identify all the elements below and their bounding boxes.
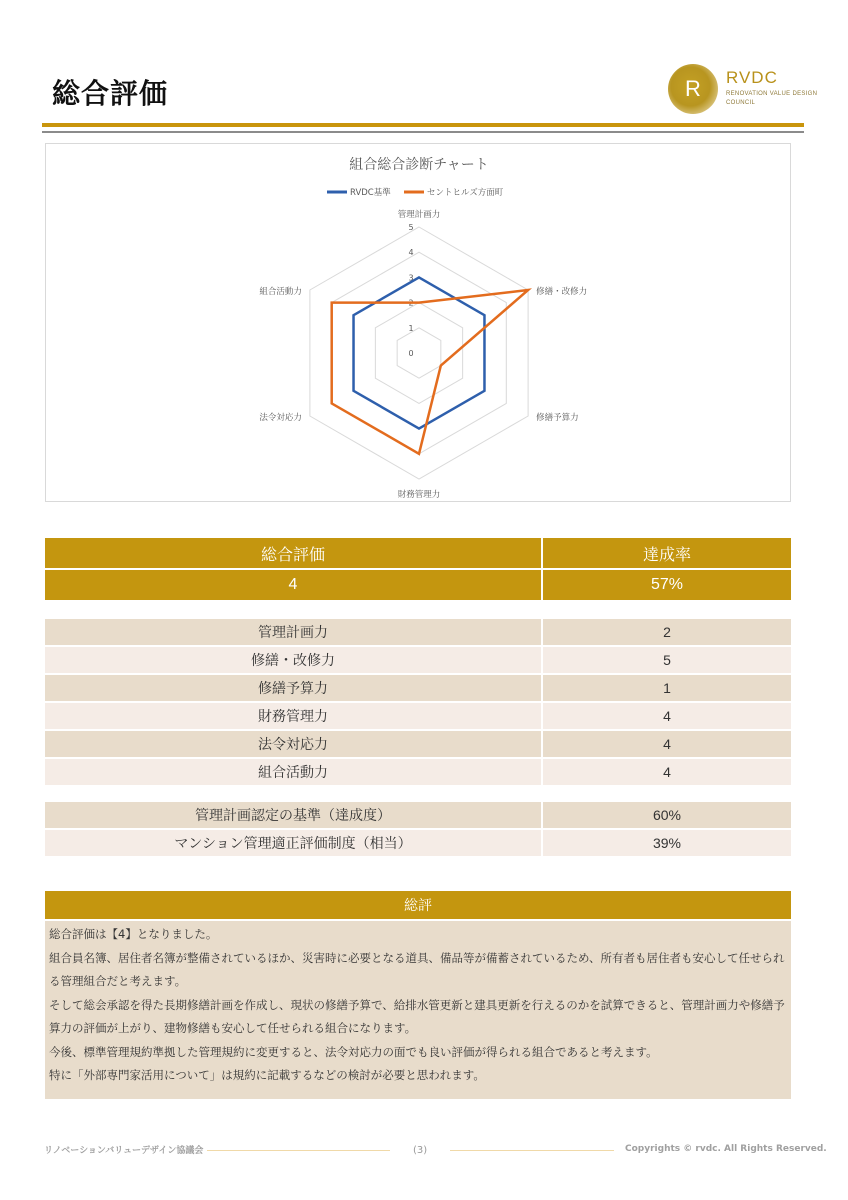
radar-chart-svg (46, 144, 792, 503)
score-label: 法令対応力 (45, 731, 541, 757)
radar-grid (310, 223, 528, 479)
score-label: 管理計画力 (45, 619, 541, 645)
score-value: 4 (543, 731, 791, 757)
header-rule-gold (42, 123, 804, 127)
axis-category-label: 財務管理力 (397, 490, 441, 500)
table-row (45, 675, 791, 701)
axis-tick-label: 4 (408, 248, 414, 258)
axis-tick-label: 2 (408, 298, 414, 308)
footer-divider-right (450, 1150, 614, 1151)
score-value: 5 (543, 647, 791, 673)
header-rule-gray (42, 131, 804, 133)
radar-chart (45, 143, 791, 502)
table-row (45, 703, 791, 729)
overall-table (45, 538, 791, 600)
overall-header-row (45, 538, 791, 568)
radar-series (332, 277, 528, 453)
axis-tick-label: 1 (408, 323, 414, 333)
legend-property-label: セントヒルズ方面町 (427, 188, 504, 198)
table-row (45, 759, 791, 785)
summary-body (45, 921, 791, 1099)
scores-table (45, 619, 791, 785)
logo-name: RVDC (726, 68, 778, 87)
summary-paragraph: 組合員名簿、居住者名簿が整備されているほか、災害時に必要となる道具、備品等が備蓄されているため、所有者も居住者も安心して任せられる管理組合だと考えます。 (49, 950, 785, 988)
logo-mark: R (685, 76, 701, 101)
standard-value: 39% (543, 830, 791, 856)
table-row (45, 830, 791, 856)
footer-organization: リノベーションバリューデザイン協議会 (44, 1146, 204, 1156)
axis-tick-label: 5 (408, 223, 414, 232)
score-label: 修繕・改修力 (45, 647, 541, 673)
overall-score-value: 4 (45, 570, 541, 600)
score-label: 組合活動力 (45, 759, 541, 785)
footer-divider-left (207, 1150, 390, 1151)
score-value: 4 (543, 703, 791, 729)
table-row (45, 802, 791, 828)
standard-label: 管理計画認定の基準（達成度） (45, 802, 541, 828)
summary-paragraph: そして総会承認を得た長期修繕計画を作成し、現状の修繕予算で、給排水管更新と建具更新を行えるのかを試算できると、管理計画力や修繕予算力の評価が上がり、建物修繕も安心して任せられる組合になります。 (49, 997, 785, 1035)
axis-category-label: 修繕・改修力 (536, 287, 588, 297)
axis-category-label: 法令対応力 (259, 413, 302, 423)
axis-category-label: 管理計画力 (397, 210, 441, 220)
logo-subtitle (726, 90, 817, 108)
standard-value: 60% (543, 802, 791, 828)
page-title: 総合評価 (52, 77, 169, 110)
table-row (45, 731, 791, 757)
summary-paragraph: 総合評価は【4】となりました。 (49, 927, 218, 941)
overall-header-rate: 達成率 (543, 538, 791, 568)
series-line (354, 277, 485, 428)
score-label: 修繕予算力 (45, 675, 541, 701)
summary-paragraph: 特に「外部専門家活用について」は規約に記載するなどの検討が必要と思われます。 (49, 1068, 485, 1082)
logo-subtitle-line2: COUNCIL (726, 100, 756, 106)
standard-label: マンション管理適正評価制度（相当） (45, 830, 541, 856)
standards-table (45, 802, 791, 856)
grid-ring (310, 227, 528, 479)
axis-tick-label: 3 (408, 273, 414, 283)
score-label: 財務管理力 (45, 703, 541, 729)
summary-heading: 総評 (45, 891, 791, 919)
summary-paragraph: 今後、標準管理規約準拠した管理規約に変更すると、法令対応力の面でも良い評価が得られる組合であると考えます。 (49, 1044, 658, 1059)
grid-ring (397, 328, 441, 378)
radar-axis-labels (259, 209, 587, 500)
page-number: (3) (413, 1145, 428, 1156)
score-value: 1 (543, 675, 791, 701)
footer-copyright: Copyrights © rvdc. All Rights Reserved. (625, 1144, 827, 1154)
axis-tick-label: 0 (408, 349, 414, 358)
axis-category-label: 組合活動力 (259, 287, 302, 297)
axis-category-label: 修繕予算力 (536, 413, 579, 423)
rvdc-logo (668, 62, 818, 118)
chart-legend (327, 187, 504, 198)
logo-subtitle-line1: RENOVATION VALUE DESIGN (726, 91, 818, 97)
overall-value-row (45, 570, 791, 600)
score-value: 2 (543, 619, 791, 645)
grid-ring (332, 252, 507, 454)
score-value: 4 (543, 759, 791, 785)
overall-rate-value: 57% (543, 570, 791, 600)
chart-title: 組合総合診断チャート (349, 157, 489, 173)
legend-rvdc-label: RVDC基準 (350, 188, 391, 198)
grid-ring (354, 277, 485, 428)
overall-header-score: 総合評価 (45, 538, 541, 568)
table-row (45, 647, 791, 673)
table-row (45, 619, 791, 645)
grid-ring (375, 303, 462, 404)
